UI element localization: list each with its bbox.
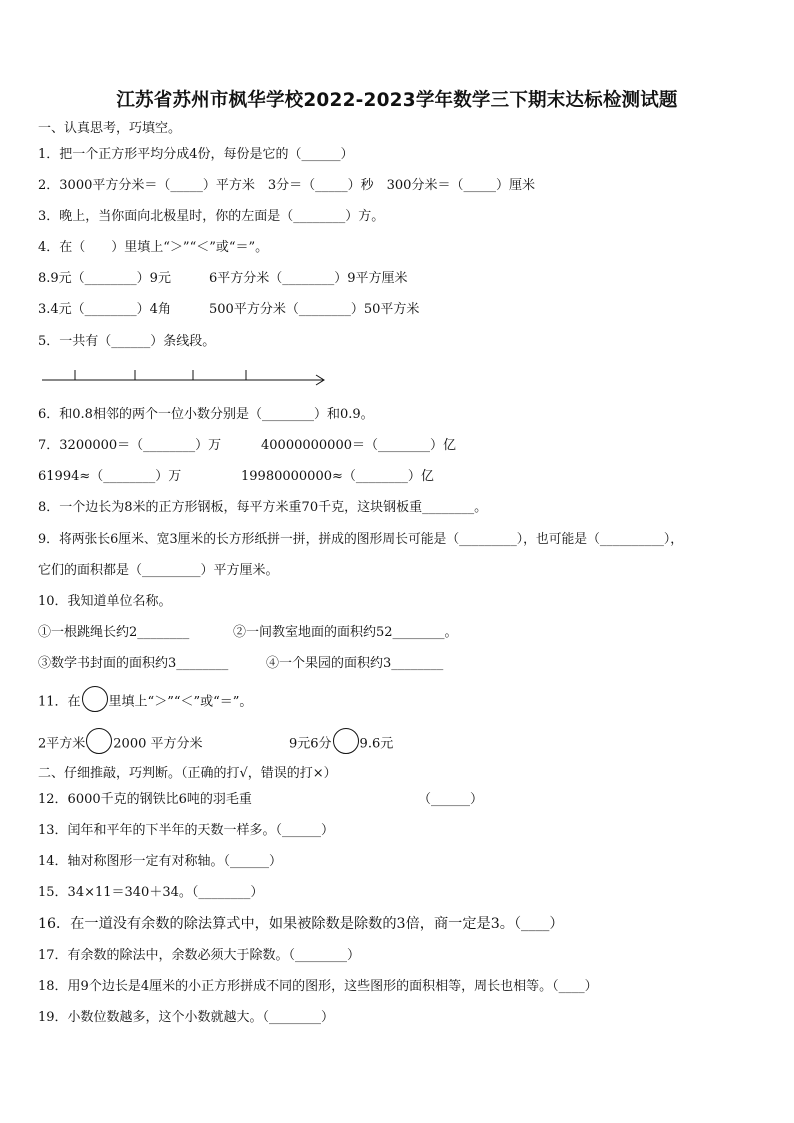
- question-4-row-1: [38, 270, 738, 288]
- question-10-item-4: ④一个果园的面积约3________: [266, 656, 444, 671]
- question-5: 5．一共有（______）条线段。: [38, 334, 216, 349]
- question-7-row-1: [38, 437, 738, 455]
- section-heading-1: 一、认真思考，巧填空。: [38, 121, 182, 136]
- section-heading-2: 二、仔细推敲，巧判断。（正确的打√，错误的打×）: [38, 766, 337, 781]
- question-1: 1．把一个正方形平均分成4份，每份是它的（______）: [38, 147, 354, 162]
- question-11-item-b-left: 9元6分: [289, 736, 332, 752]
- question-9-line-1: 9．将两张长6厘米、宽3厘米的长方形纸拼一拼，拼成的图形周长可能是（_________），也可能是（__________），: [38, 532, 684, 547]
- question-7-row-2: [38, 468, 738, 486]
- line-segment-figure: [42, 366, 332, 386]
- question-11-suffix: 里填上“＞”“＜”或“＝”。: [108, 694, 253, 710]
- question-7-item-b2: 19980000000≈（________）亿: [241, 469, 434, 484]
- question-11-row: [38, 734, 738, 752]
- page-title: 江苏省苏州市枫华学校2022-2023学年数学三下期末达标检测试题: [116, 90, 678, 111]
- question-13: 13．闰年和平年的下半年的天数一样多。（______）: [38, 823, 335, 838]
- question-6: 6．和0.8相邻的两个一位小数分别是（________）和0.9。: [38, 407, 374, 422]
- question-7-item-a2: 40000000000＝（________）亿: [261, 438, 456, 453]
- question-8: 8．一个边长为8米的正方形钢板，每平方米重70千克，这块钢板重________。: [38, 500, 488, 515]
- question-19: 19．小数位数越多，这个小数就越大。（________）: [38, 1010, 335, 1025]
- question-18: 18．用9个边长是4厘米的小正方形拼成不同的图形，这些图形的面积相等，周长也相等。（____）: [38, 979, 598, 994]
- question-16: 16．在一道没有余数的除法算式中，如果被除数是除数的3倍，商一定是3。（____）: [38, 916, 564, 932]
- question-11-prefix: 11．在: [38, 694, 81, 710]
- question-10-row-2: [38, 655, 738, 673]
- question-4-row-2: [38, 301, 738, 319]
- question-7-item-a1: 7．3200000＝（________）万: [38, 438, 222, 453]
- question-12-blank: （______）: [418, 792, 484, 807]
- question-17: 17．有余数的除法中，余数必须大于除数。（________）: [38, 948, 361, 963]
- question-14: 14．轴对称图形一定有对称轴。（______）: [38, 854, 283, 869]
- question-11-item-a: [38, 734, 203, 754]
- question-10-item-2: ②一间教室地面的面积约52________。: [233, 625, 458, 640]
- question-11-item-a-left: 2平方米: [38, 736, 86, 752]
- question-11-item-b: [289, 734, 393, 754]
- question-11-item-b-right: 9.6元: [359, 736, 394, 752]
- question-12-text: 12．6000千克的钢铁比6吨的羽毛重: [38, 792, 252, 807]
- question-9-line-2: 它们的面积都是（_________）平方厘米。: [38, 563, 279, 578]
- answer-circle[interactable]: [86, 728, 112, 754]
- question-4-item-a2: 6平方分米（________）9平方厘米: [209, 271, 408, 286]
- question-4-item-a1: 8.9元（________）9元: [38, 271, 171, 286]
- question-4-item-b1: 3.4元（________）4角: [38, 302, 171, 317]
- question-4: 4．在（ ）里填上“＞”“＜”或“＝”。: [38, 240, 269, 255]
- answer-circle[interactable]: [333, 728, 359, 754]
- question-2: 2．3000平方分米＝（_____）平方米 3分＝（_____）秒 300分米＝（_____）厘米: [38, 178, 535, 193]
- question-10: 10．我知道单位名称。: [38, 594, 172, 609]
- question-7-item-b1: 61994≈（________）万: [38, 469, 182, 484]
- question-10-item-1: ①一根跳绳长约2________: [38, 625, 190, 640]
- answer-circle[interactable]: [82, 686, 108, 712]
- question-10-item-3: ③数学书封面的面积约3________: [38, 656, 229, 671]
- question-12: [38, 791, 738, 809]
- question-15: 15．34×11＝340＋34。（________）: [38, 885, 264, 900]
- question-11-item-a-right: 2000 平方分米: [113, 736, 203, 752]
- question-11: [38, 692, 252, 712]
- question-4-item-b2: 500平方分米（________）50平方米: [209, 302, 420, 317]
- question-10-row-1: [38, 624, 738, 642]
- question-3: 3．晚上，当你面向北极星时，你的左面是（________）方。: [38, 209, 385, 224]
